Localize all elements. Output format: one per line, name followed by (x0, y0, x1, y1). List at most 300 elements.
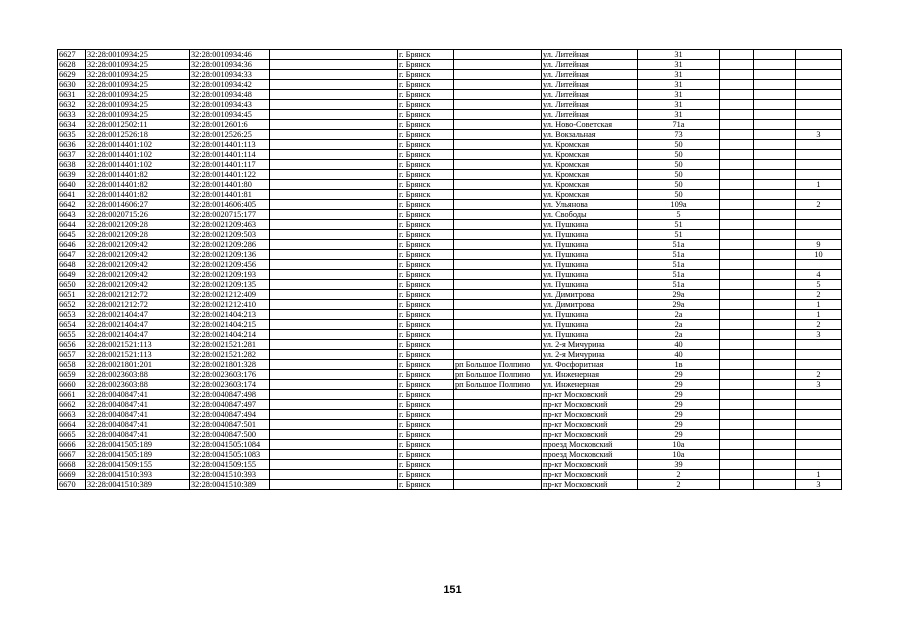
cell-col-9 (720, 350, 754, 360)
cell-row-number: 6665 (58, 430, 86, 440)
cell-col-9 (720, 150, 754, 160)
cell-house: 10а (638, 450, 720, 460)
cell-cadastral-number: 32:28:0041510:389 (190, 480, 270, 490)
cell-city: г. Брянск (398, 180, 454, 190)
cell-city: г. Брянск (398, 190, 454, 200)
cell-house: 71а (638, 120, 720, 130)
cell-cadastral-number: 32:28:0012526:25 (190, 130, 270, 140)
cell-street: пр-кт Московский (542, 480, 638, 490)
cell-cadastral-quarter: 32:28:0012526:18 (86, 130, 190, 140)
cell-col-9 (720, 360, 754, 370)
cell-house: 31 (638, 70, 720, 80)
cell-cadastral-quarter: 32:28:0021209:42 (86, 270, 190, 280)
cell-street: пр-кт Московский (542, 470, 638, 480)
cell-cadastral-number: 32:28:0040847:501 (190, 420, 270, 430)
cell-cadastral-number: 32:28:0021209:135 (190, 280, 270, 290)
cell-cadastral-number: 32:28:0041509:155 (190, 460, 270, 470)
cell-house: 5 (638, 210, 720, 220)
cell-house: 29 (638, 370, 720, 380)
cell-city: г. Брянск (398, 280, 454, 290)
cell-row-number: 6629 (58, 70, 86, 80)
table-row (58, 160, 842, 170)
cell-settlement (454, 350, 542, 360)
cell-settlement (454, 230, 542, 240)
cell-empty-col (270, 360, 398, 370)
cell-settlement (454, 150, 542, 160)
cell-col-9 (720, 460, 754, 470)
cell-apartment: 3 (796, 480, 842, 490)
cell-cadastral-number: 32:28:0014401:114 (190, 150, 270, 160)
cell-col-10 (754, 310, 796, 320)
cell-street: ул. Пушкина (542, 280, 638, 290)
cell-cadastral-quarter: 32:28:0014401:102 (86, 150, 190, 160)
cell-house: 50 (638, 150, 720, 160)
cell-col-9 (720, 440, 754, 450)
cell-cadastral-number: 32:28:0023603:176 (190, 370, 270, 380)
cell-city: г. Брянск (398, 290, 454, 300)
cell-house: 50 (638, 170, 720, 180)
cell-col-9 (720, 330, 754, 340)
cell-house: 2а (638, 330, 720, 340)
cell-house: 40 (638, 340, 720, 350)
cell-col-10 (754, 480, 796, 490)
cell-city: г. Брянск (398, 140, 454, 150)
cell-col-10 (754, 130, 796, 140)
cell-apartment: 2 (796, 370, 842, 380)
cell-col-10 (754, 280, 796, 290)
cell-settlement (454, 140, 542, 150)
cell-empty-col (270, 350, 398, 360)
cell-street: ул. Вокзальная (542, 130, 638, 140)
cell-city: г. Брянск (398, 230, 454, 240)
cell-house: 29 (638, 380, 720, 390)
cell-col-10 (754, 160, 796, 170)
cell-empty-col (270, 190, 398, 200)
cell-street: ул. Литейная (542, 100, 638, 110)
cell-city: г. Брянск (398, 110, 454, 120)
cell-cadastral-number: 32:28:0021801:328 (190, 360, 270, 370)
table-row (58, 390, 842, 400)
cell-apartment: 3 (796, 330, 842, 340)
cell-empty-col (270, 390, 398, 400)
cell-cadastral-quarter: 32:28:0021209:42 (86, 260, 190, 270)
cell-cadastral-number: 32:28:0010934:46 (190, 50, 270, 60)
cell-row-number: 6638 (58, 160, 86, 170)
cell-settlement (454, 430, 542, 440)
cell-settlement (454, 420, 542, 430)
cell-street: ул. Пушкина (542, 320, 638, 330)
cell-apartment: 1 (796, 180, 842, 190)
table-row (58, 140, 842, 150)
page-number: 151 (443, 584, 462, 596)
cell-street: пр-кт Московский (542, 430, 638, 440)
cell-row-number: 6667 (58, 450, 86, 460)
cell-row-number: 6659 (58, 370, 86, 380)
cell-col-10 (754, 360, 796, 370)
cell-row-number: 6670 (58, 480, 86, 490)
cell-settlement (454, 270, 542, 280)
cell-cadastral-number: 32:28:0021212:410 (190, 300, 270, 310)
cell-col-10 (754, 470, 796, 480)
cell-apartment (796, 460, 842, 470)
cell-city: г. Брянск (398, 450, 454, 460)
cell-col-10 (754, 330, 796, 340)
cell-row-number: 6666 (58, 440, 86, 450)
registry-table (57, 49, 842, 490)
cell-empty-col (270, 420, 398, 430)
cell-house: 29а (638, 290, 720, 300)
cell-col-9 (720, 90, 754, 100)
cell-empty-col (270, 310, 398, 320)
table-row (58, 250, 842, 260)
cell-empty-col (270, 180, 398, 190)
cell-empty-col (270, 250, 398, 260)
cell-empty-col (270, 270, 398, 280)
cell-empty-col (270, 100, 398, 110)
cell-cadastral-number: 32:28:0041505:1084 (190, 440, 270, 450)
cell-street: ул. Кромская (542, 170, 638, 180)
cell-house: 2 (638, 480, 720, 490)
cell-settlement (454, 50, 542, 60)
cell-row-number: 6643 (58, 210, 86, 220)
cell-cadastral-number: 32:28:0021404:213 (190, 310, 270, 320)
cell-house: 51а (638, 240, 720, 250)
cell-city: г. Брянск (398, 160, 454, 170)
table-row (58, 310, 842, 320)
cell-house: 29 (638, 400, 720, 410)
cell-col-10 (754, 170, 796, 180)
cell-empty-col (270, 320, 398, 330)
cell-col-10 (754, 410, 796, 420)
cell-street: ул. Пушкина (542, 250, 638, 260)
cell-city: г. Брянск (398, 200, 454, 210)
cell-settlement (454, 340, 542, 350)
table-row (58, 480, 842, 490)
cell-apartment (796, 360, 842, 370)
cell-empty-col (270, 240, 398, 250)
cell-city: г. Брянск (398, 310, 454, 320)
cell-house: 2а (638, 310, 720, 320)
table-row (58, 210, 842, 220)
cell-street: ул. Литейная (542, 90, 638, 100)
cell-col-10 (754, 370, 796, 380)
cell-col-9 (720, 390, 754, 400)
cell-city: г. Брянск (398, 80, 454, 90)
cell-city: г. Брянск (398, 250, 454, 260)
cell-apartment (796, 230, 842, 240)
cell-cadastral-quarter: 32:28:0041509:155 (86, 460, 190, 470)
cell-city: г. Брянск (398, 460, 454, 470)
cell-street: ул. Димитрова (542, 300, 638, 310)
cell-empty-col (270, 120, 398, 130)
cell-empty-col (270, 130, 398, 140)
cell-row-number: 6652 (58, 300, 86, 310)
table-row (58, 450, 842, 460)
cell-house: 109а (638, 200, 720, 210)
cell-settlement (454, 280, 542, 290)
cell-cadastral-quarter: 32:28:0041505:189 (86, 440, 190, 450)
cell-cadastral-quarter: 32:28:0041510:393 (86, 470, 190, 480)
table-row (58, 320, 842, 330)
cell-cadastral-number: 32:28:0014401:113 (190, 140, 270, 150)
table-row (58, 460, 842, 470)
cell-house: 50 (638, 160, 720, 170)
cell-empty-col (270, 150, 398, 160)
cell-street: ул. Литейная (542, 80, 638, 90)
cell-cadastral-quarter: 32:28:0014401:82 (86, 190, 190, 200)
cell-street: ул. Ново-Советская (542, 120, 638, 130)
cell-cadastral-number: 32:28:0021209:136 (190, 250, 270, 260)
cell-street: ул. Инженерная (542, 380, 638, 390)
cell-col-10 (754, 430, 796, 440)
cell-col-9 (720, 270, 754, 280)
cell-city: г. Брянск (398, 340, 454, 350)
table-body (58, 50, 842, 490)
cell-empty-col (270, 230, 398, 240)
cell-city: г. Брянск (398, 60, 454, 70)
cell-street: пр-кт Московский (542, 390, 638, 400)
cell-city: г. Брянск (398, 210, 454, 220)
cell-cadastral-number: 32:28:0010934:36 (190, 60, 270, 70)
cell-empty-col (270, 210, 398, 220)
cell-col-10 (754, 140, 796, 150)
cell-house: 50 (638, 140, 720, 150)
cell-cadastral-number: 32:28:0021521:281 (190, 340, 270, 350)
cell-row-number: 6662 (58, 400, 86, 410)
cell-settlement (454, 80, 542, 90)
cell-apartment (796, 440, 842, 450)
table-row (58, 340, 842, 350)
cell-street: ул. Пушкина (542, 220, 638, 230)
cell-col-10 (754, 390, 796, 400)
cell-city: г. Брянск (398, 300, 454, 310)
cell-cadastral-quarter: 32:28:0023603:88 (86, 370, 190, 380)
cell-cadastral-number: 32:28:0040847:500 (190, 430, 270, 440)
cell-city: г. Брянск (398, 370, 454, 380)
cell-street: ул. Фосфоритная (542, 360, 638, 370)
cell-empty-col (270, 80, 398, 90)
cell-settlement (454, 200, 542, 210)
cell-cadastral-quarter: 32:28:0021212:72 (86, 300, 190, 310)
cell-cadastral-number: 32:28:0021209:463 (190, 220, 270, 230)
cell-cadastral-number: 32:28:0014401:80 (190, 180, 270, 190)
cell-city: г. Брянск (398, 330, 454, 340)
cell-settlement (454, 260, 542, 270)
cell-col-10 (754, 80, 796, 90)
cell-apartment: 2 (796, 290, 842, 300)
cell-cadastral-quarter: 32:28:0012502:11 (86, 120, 190, 130)
cell-settlement (454, 130, 542, 140)
cell-cadastral-quarter: 32:28:0041510:389 (86, 480, 190, 490)
cell-cadastral-number: 32:28:0020715:177 (190, 210, 270, 220)
table-row (58, 180, 842, 190)
cell-street: ул. Кромская (542, 150, 638, 160)
cell-street: ул. Инженерная (542, 370, 638, 380)
cell-city: г. Брянск (398, 100, 454, 110)
table-row (58, 130, 842, 140)
cell-house: 29 (638, 390, 720, 400)
cell-city: г. Брянск (398, 420, 454, 430)
cell-apartment (796, 160, 842, 170)
cell-settlement: рп Большое Полпино (454, 370, 542, 380)
cell-cadastral-quarter: 32:28:0041505:189 (86, 450, 190, 460)
cell-col-9 (720, 380, 754, 390)
cell-col-9 (720, 210, 754, 220)
cell-house: 29 (638, 430, 720, 440)
cell-col-10 (754, 420, 796, 430)
cell-row-number: 6630 (58, 80, 86, 90)
cell-apartment (796, 170, 842, 180)
cell-street: ул. Пушкина (542, 330, 638, 340)
cell-cadastral-quarter: 32:28:0010934:25 (86, 90, 190, 100)
cell-cadastral-quarter: 32:28:0010934:25 (86, 50, 190, 60)
cell-house: 50 (638, 190, 720, 200)
cell-col-10 (754, 400, 796, 410)
cell-cadastral-quarter: 32:28:0014606:27 (86, 200, 190, 210)
table-row (58, 100, 842, 110)
cell-city: г. Брянск (398, 170, 454, 180)
cell-street: ул. Димитрова (542, 290, 638, 300)
cell-empty-col (270, 280, 398, 290)
cell-settlement (454, 300, 542, 310)
cell-settlement (454, 190, 542, 200)
cell-city: г. Брянск (398, 410, 454, 420)
cell-settlement (454, 470, 542, 480)
cell-house: 2а (638, 320, 720, 330)
table-row (58, 80, 842, 90)
cell-col-9 (720, 260, 754, 270)
cell-apartment (796, 100, 842, 110)
cell-city: г. Брянск (398, 70, 454, 80)
cell-street: ул. Литейная (542, 70, 638, 80)
cell-col-10 (754, 70, 796, 80)
cell-street: ул. Пушкина (542, 260, 638, 270)
cell-settlement (454, 90, 542, 100)
cell-street: проезд Московский (542, 450, 638, 460)
cell-col-9 (720, 110, 754, 120)
cell-settlement (454, 160, 542, 170)
cell-city: г. Брянск (398, 150, 454, 160)
cell-cadastral-number: 32:28:0010934:43 (190, 100, 270, 110)
cell-empty-col (270, 290, 398, 300)
cell-col-9 (720, 240, 754, 250)
cell-apartment: 5 (796, 280, 842, 290)
cell-col-10 (754, 110, 796, 120)
cell-city: г. Брянск (398, 360, 454, 370)
cell-settlement (454, 120, 542, 130)
cell-col-9 (720, 160, 754, 170)
cell-settlement (454, 480, 542, 490)
cell-apartment (796, 410, 842, 420)
cell-row-number: 6634 (58, 120, 86, 130)
cell-cadastral-quarter: 32:28:0040847:41 (86, 400, 190, 410)
cell-col-10 (754, 210, 796, 220)
cell-col-9 (720, 120, 754, 130)
cell-row-number: 6646 (58, 240, 86, 250)
cell-apartment (796, 150, 842, 160)
table-row (58, 470, 842, 480)
cell-row-number: 6628 (58, 60, 86, 70)
cell-row-number: 6633 (58, 110, 86, 120)
cell-house: 2 (638, 470, 720, 480)
cell-col-9 (720, 180, 754, 190)
cell-house: 51а (638, 250, 720, 260)
table-row (58, 220, 842, 230)
cell-apartment: 1 (796, 470, 842, 480)
cell-house: 51а (638, 280, 720, 290)
cell-empty-col (270, 170, 398, 180)
table-row (58, 290, 842, 300)
cell-row-number: 6654 (58, 320, 86, 330)
cell-empty-col (270, 430, 398, 440)
cell-col-9 (720, 480, 754, 490)
cell-empty-col (270, 480, 398, 490)
cell-settlement (454, 170, 542, 180)
cell-cadastral-quarter: 32:28:0021404:47 (86, 320, 190, 330)
cell-col-9 (720, 420, 754, 430)
cell-settlement (454, 440, 542, 450)
cell-cadastral-number: 32:28:0023603:174 (190, 380, 270, 390)
cell-col-10 (754, 290, 796, 300)
table-row (58, 400, 842, 410)
cell-street: ул. 2-я Мичурина (542, 340, 638, 350)
cell-settlement (454, 70, 542, 80)
cell-apartment (796, 390, 842, 400)
cell-row-number: 6647 (58, 250, 86, 260)
cell-col-10 (754, 200, 796, 210)
cell-col-10 (754, 150, 796, 160)
cell-cadastral-number: 32:28:0021209:286 (190, 240, 270, 250)
cell-cadastral-quarter: 32:28:0021521:113 (86, 350, 190, 360)
cell-cadastral-quarter: 32:28:0010934:25 (86, 100, 190, 110)
cell-cadastral-number: 32:28:0010934:42 (190, 80, 270, 90)
cell-city: г. Брянск (398, 120, 454, 130)
cell-apartment: 1 (796, 310, 842, 320)
cell-col-9 (720, 370, 754, 380)
cell-apartment (796, 430, 842, 440)
cell-street: ул. 2-я Мичурина (542, 350, 638, 360)
cell-city: г. Брянск (398, 390, 454, 400)
cell-settlement (454, 210, 542, 220)
cell-settlement (454, 180, 542, 190)
cell-apartment: 2 (796, 320, 842, 330)
cell-col-10 (754, 100, 796, 110)
cell-city: г. Брянск (398, 240, 454, 250)
cell-apartment: 2 (796, 200, 842, 210)
cell-empty-col (270, 370, 398, 380)
cell-cadastral-quarter: 32:28:0010934:25 (86, 60, 190, 70)
cell-settlement (454, 450, 542, 460)
cell-col-10 (754, 220, 796, 230)
cell-cadastral-number: 32:28:0041505:1083 (190, 450, 270, 460)
cell-col-10 (754, 190, 796, 200)
cell-col-10 (754, 230, 796, 240)
cell-empty-col (270, 50, 398, 60)
cell-city: г. Брянск (398, 350, 454, 360)
cell-apartment (796, 140, 842, 150)
cell-cadastral-number: 32:28:0014401:81 (190, 190, 270, 200)
table-row (58, 50, 842, 60)
cell-row-number: 6645 (58, 230, 86, 240)
cell-col-9 (720, 290, 754, 300)
cell-settlement (454, 250, 542, 260)
cell-street: проезд Московский (542, 440, 638, 450)
cell-street: пр-кт Московский (542, 460, 638, 470)
cell-settlement (454, 400, 542, 410)
cell-empty-col (270, 260, 398, 270)
cell-cadastral-quarter: 32:28:0021801:201 (86, 360, 190, 370)
cell-street: ул. Кромская (542, 160, 638, 170)
